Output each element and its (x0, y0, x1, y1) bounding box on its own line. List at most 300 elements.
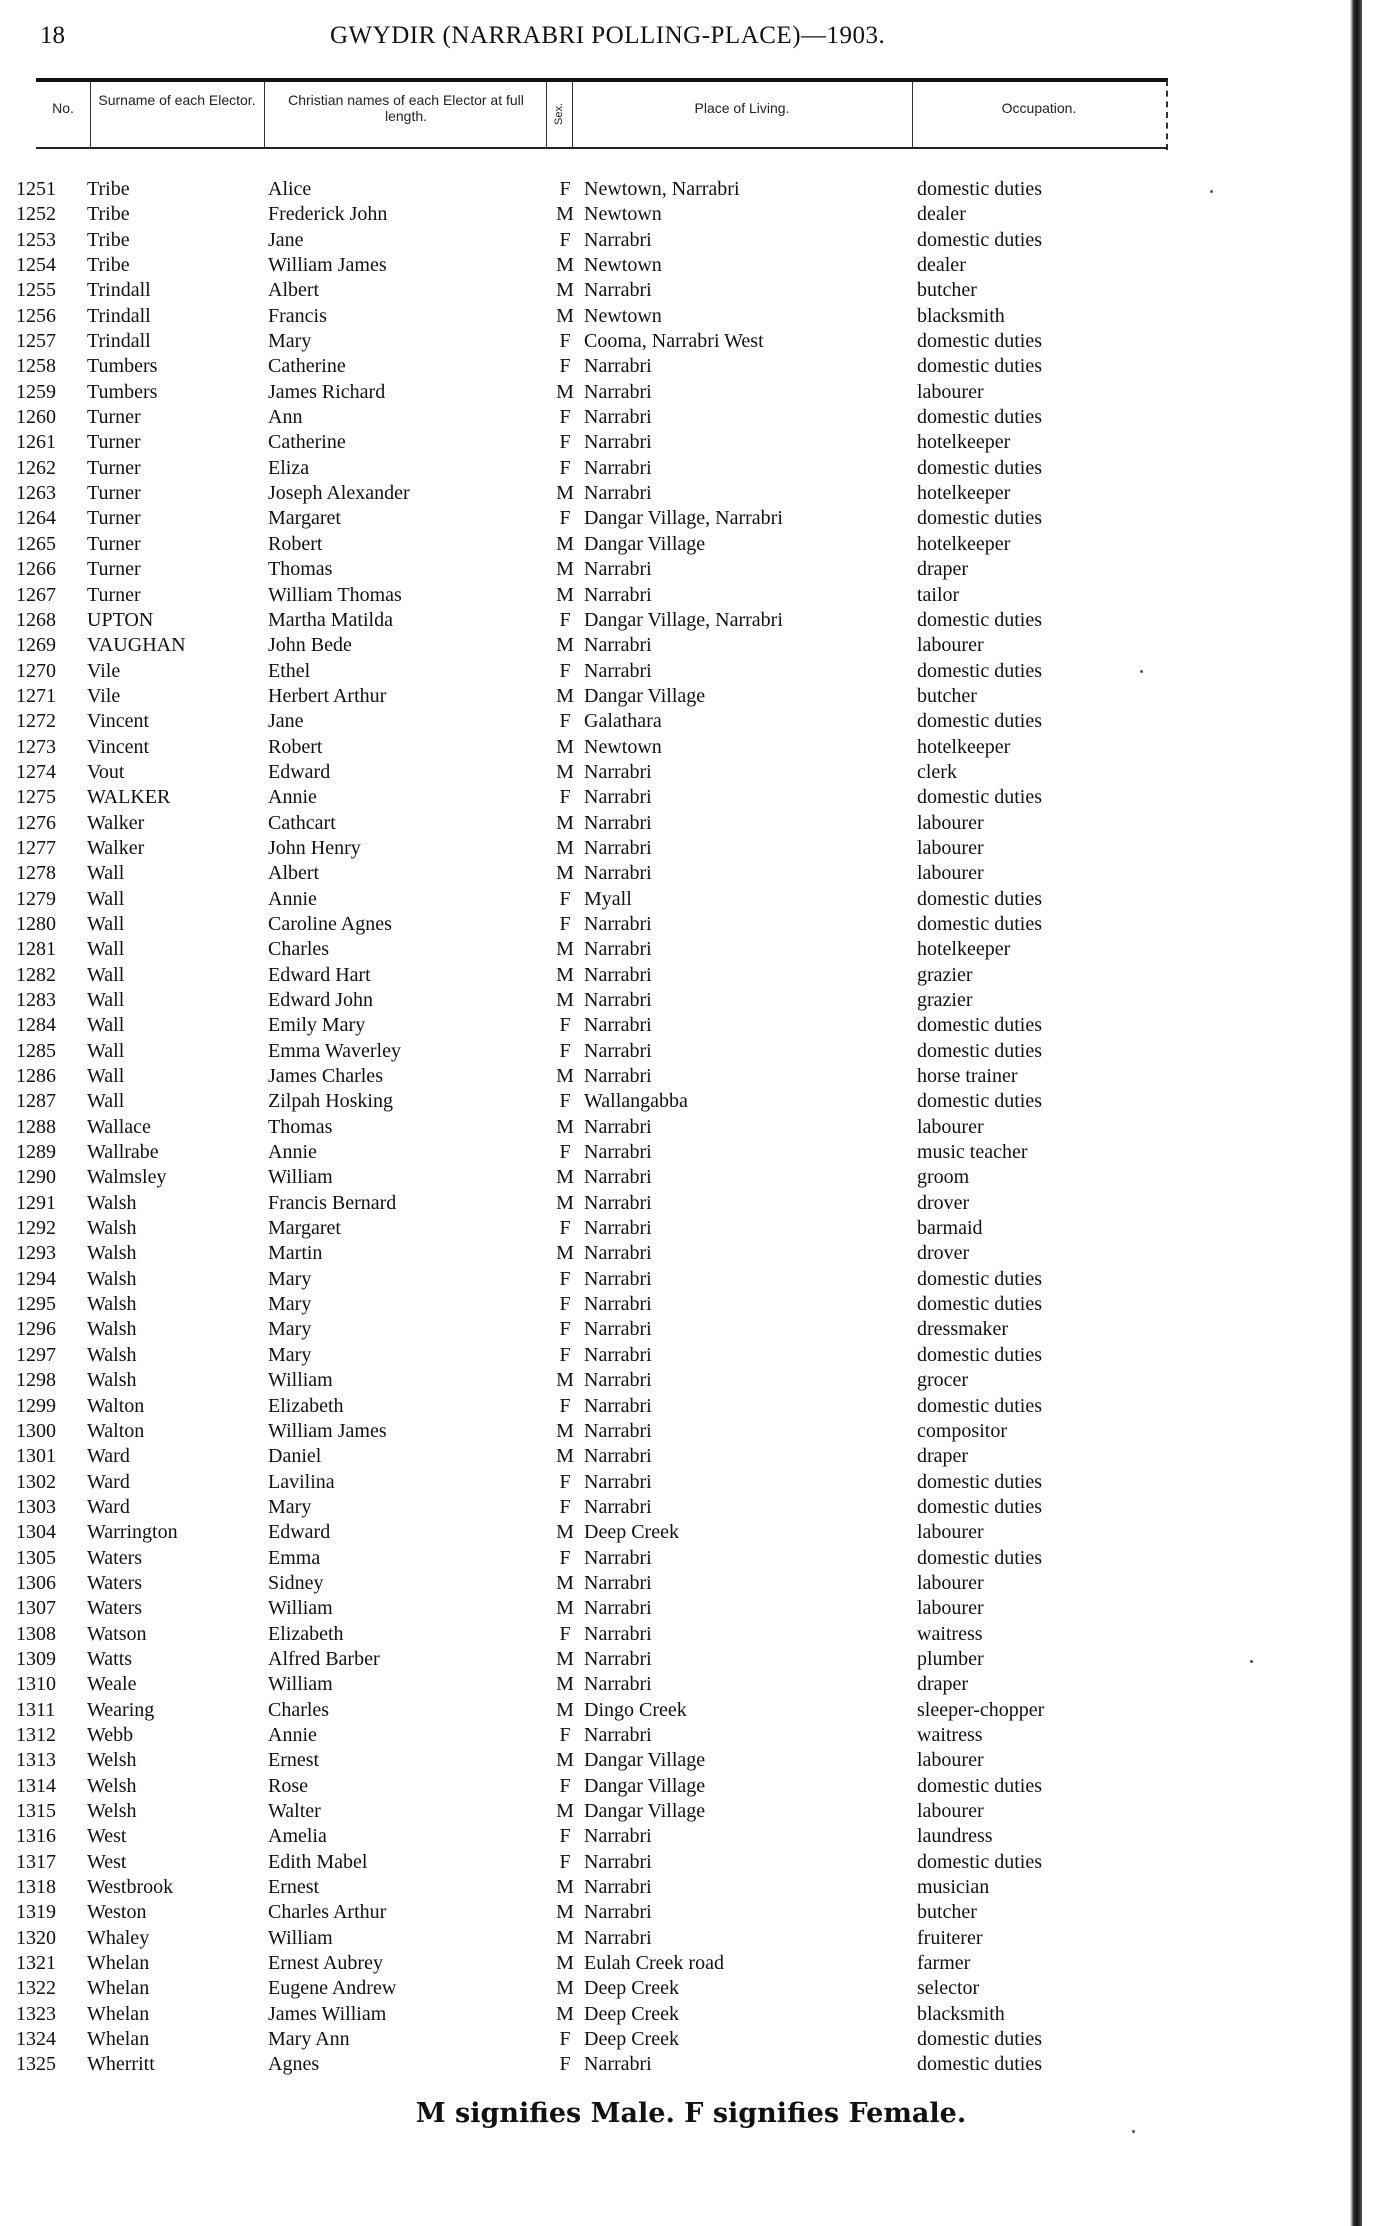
cell-sex: M (556, 1901, 574, 1924)
cell-place: Newtown (584, 735, 662, 758)
cell-place: Narrabri (584, 1318, 652, 1341)
table-row (16, 1546, 1136, 1571)
table-row (16, 481, 1136, 506)
table-row (16, 1824, 1136, 1849)
cell-sex: F (559, 1394, 571, 1417)
table-row (16, 735, 1136, 760)
cell-sex: M (556, 558, 574, 581)
cell-surname: Walker (87, 811, 145, 834)
cell-no: 1261 (16, 431, 56, 454)
cell-place: Narrabri (584, 786, 652, 809)
cell-place: Dangar Village (584, 532, 706, 555)
table-row (16, 202, 1136, 227)
cell-no: 1307 (16, 1597, 56, 1620)
cell-place: Narrabri (584, 1115, 652, 1138)
cell-surname: Wall (87, 862, 125, 885)
cell-place: Narrabri (584, 912, 652, 935)
cell-sex: M (556, 2002, 574, 2025)
cell-christian: Edward (268, 760, 331, 783)
cell-place: Narrabri (584, 1369, 652, 1392)
cell-sex: M (556, 989, 574, 1011)
cell-no: 1325 (16, 2053, 56, 2076)
cell-place: Narrabri (584, 279, 652, 302)
header-rule-top (36, 78, 1168, 82)
cell-no: 1292 (16, 1217, 56, 1240)
cell-no: 1273 (16, 735, 56, 758)
cell-christian: Alfred Barber (268, 1647, 380, 1670)
cell-place: Eulah Creek road (584, 1952, 724, 1975)
cell-surname: Walsh (87, 1343, 137, 1366)
cell-christian: Rose (268, 1774, 308, 1797)
cell-surname: Turner (87, 507, 141, 530)
cell-christian: Cathcart (268, 811, 336, 834)
cell-christian: Edith Mabel (268, 1850, 368, 1873)
cell-no: 1324 (16, 2028, 56, 2051)
cell-place: Narrabri (584, 482, 652, 505)
cell-christian: Annie (268, 786, 317, 809)
cell-occupation: domestic duties (917, 178, 1042, 200)
table-row (16, 684, 1136, 709)
cell-sex: F (559, 1293, 571, 1316)
cell-no: 1323 (16, 2002, 56, 2025)
cell-christian: William (268, 1926, 333, 1949)
table-row (16, 278, 1136, 303)
column-header-christian: Christian names of each Elector at full length. (288, 92, 524, 124)
cell-surname: Tumbers (87, 355, 158, 378)
table-row (16, 608, 1136, 633)
column-divider (572, 82, 573, 147)
cell-christian: Alice (268, 178, 312, 200)
table-row (16, 1368, 1136, 1393)
table-row (16, 633, 1136, 658)
cell-surname: Warrington (87, 1521, 178, 1544)
cell-occupation: domestic duties (917, 1850, 1042, 1873)
table-row (16, 1241, 1136, 1266)
cell-surname: Wall (87, 1065, 125, 1088)
table-row (16, 861, 1136, 886)
cell-occupation: domestic duties (917, 1495, 1042, 1518)
cell-place: Narrabri (584, 1445, 652, 1468)
table-row (16, 1419, 1136, 1444)
cell-place: Narrabri (584, 1065, 652, 1088)
cell-place: Newtown (584, 254, 662, 277)
cell-occupation: butcher (917, 1901, 977, 1924)
cell-surname: Watson (87, 1622, 147, 1645)
cell-place: Newtown, Narrabri (584, 178, 740, 200)
cell-place: Narrabri (584, 836, 652, 859)
cell-place: Narrabri (584, 1597, 652, 1620)
table-row (16, 709, 1136, 734)
cell-christian: Sidney (268, 1571, 324, 1594)
cell-no: 1317 (16, 1850, 56, 1873)
cell-occupation: tailor (917, 583, 960, 606)
table-row (16, 405, 1136, 430)
cell-no: 1268 (16, 608, 56, 631)
cell-occupation: musician (917, 1876, 990, 1899)
speckle (1132, 2130, 1135, 2133)
cell-christian: Catherine (268, 355, 346, 378)
cell-occupation: dealer (917, 203, 966, 226)
cell-no: 1263 (16, 482, 56, 505)
cell-sex: F (559, 507, 571, 530)
cell-surname: Whelan (87, 2028, 150, 2051)
cell-occupation: laundress (917, 1825, 993, 1848)
cell-surname: Welsh (87, 1749, 137, 1772)
cell-place: Narrabri (584, 1546, 652, 1569)
cell-no: 1275 (16, 786, 56, 809)
table-row (16, 2002, 1136, 2027)
cell-place: Narrabri (584, 862, 652, 885)
cell-surname: Wall (87, 1014, 125, 1037)
table-row (16, 1875, 1136, 1900)
cell-christian: William James (268, 254, 387, 277)
cell-surname: Ward (87, 1470, 130, 1493)
cell-sex: M (556, 811, 574, 834)
cell-surname: Welsh (87, 1800, 137, 1822)
cell-surname: Webb (87, 1723, 134, 1746)
table-row (16, 532, 1136, 557)
cell-sex: F (559, 2028, 571, 2051)
cell-place: Narrabri (584, 1850, 652, 1873)
cell-christian: James Richard (268, 380, 386, 403)
table-row (16, 1596, 1136, 1621)
cell-sex: F (559, 456, 571, 479)
cell-surname: Vile (87, 659, 121, 682)
cell-occupation: domestic duties (917, 1014, 1042, 1037)
cell-place: Deep Creek (584, 1977, 679, 2000)
cell-sex: M (556, 1673, 574, 1696)
cell-sex: F (559, 1825, 571, 1848)
cell-christian: Ernest (268, 1876, 320, 1899)
cell-occupation: compositor (917, 1419, 1007, 1442)
table-row (16, 2027, 1136, 2052)
cell-no: 1269 (16, 634, 56, 657)
cell-christian: Mary (268, 1343, 312, 1366)
cell-no: 1300 (16, 1419, 56, 1442)
table-row (16, 1191, 1136, 1216)
cell-christian: Jane (268, 228, 304, 251)
cell-occupation: labourer (917, 811, 984, 834)
cell-sex: F (559, 1495, 571, 1518)
cell-christian: Annie (268, 1141, 317, 1164)
cell-occupation: blacksmith (917, 304, 1005, 327)
cell-surname: Tribe (87, 228, 130, 251)
cell-no: 1277 (16, 836, 56, 859)
table-row (16, 1292, 1136, 1317)
cell-surname: Walsh (87, 1191, 137, 1214)
header-rule-bottom (36, 147, 1168, 149)
table-row (16, 456, 1136, 481)
cell-occupation: domestic duties (917, 228, 1042, 251)
cell-christian: Annie (268, 1723, 317, 1746)
cell-place: Narrabri (584, 1039, 652, 1062)
cell-sex: M (556, 1242, 574, 1265)
cell-sex: F (559, 1723, 571, 1746)
cell-no: 1301 (16, 1445, 56, 1468)
cell-occupation: labourer (917, 836, 984, 859)
cell-surname: Walsh (87, 1217, 137, 1240)
cell-occupation: domestic duties (917, 355, 1042, 378)
cell-sex: F (559, 228, 571, 251)
sex-legend-footer: M signifies Male. F signifies Female. (415, 2098, 967, 2129)
cell-occupation: labourer (917, 1521, 984, 1544)
cell-no: 1272 (16, 710, 56, 733)
cell-occupation: music teacher (917, 1141, 1028, 1164)
cell-place: Newtown (584, 203, 662, 226)
cell-place: Narrabri (584, 1267, 652, 1290)
cell-place: Narrabri (584, 811, 652, 834)
table-row (16, 1698, 1136, 1723)
cell-occupation: domestic duties (917, 2028, 1042, 2051)
cell-sex: M (556, 482, 574, 505)
cell-surname: Weston (87, 1901, 147, 1924)
cell-christian: Jane (268, 710, 304, 733)
table-row (16, 583, 1136, 608)
cell-place: Dangar Village (584, 1749, 706, 1772)
cell-surname: Vile (87, 684, 121, 707)
cell-place: Narrabri (584, 989, 652, 1011)
cell-surname: Turner (87, 431, 141, 454)
cell-occupation: labourer (917, 1749, 984, 1772)
cell-no: 1312 (16, 1723, 56, 1746)
cell-christian: Mary (268, 1267, 312, 1290)
cell-no: 1309 (16, 1647, 56, 1670)
table-row (16, 1343, 1136, 1368)
table-row (16, 228, 1136, 253)
table-row (16, 1089, 1136, 1114)
table-row (16, 1394, 1136, 1419)
table-row (16, 1520, 1136, 1545)
table-row (16, 1850, 1136, 1875)
cell-surname: Ward (87, 1495, 130, 1518)
cell-surname: Wall (87, 989, 125, 1011)
cell-surname: Wall (87, 963, 125, 986)
cell-surname: Turner (87, 583, 141, 606)
cell-no: 1271 (16, 684, 56, 707)
cell-sex: F (559, 1470, 571, 1493)
cell-christian: Walter (268, 1800, 321, 1822)
cell-no: 1288 (16, 1115, 56, 1138)
cell-place: Narrabri (584, 1217, 652, 1240)
table-row (16, 1013, 1136, 1038)
cell-surname: WALKER (87, 786, 171, 809)
table-row (16, 937, 1136, 962)
cell-occupation: drover (917, 1242, 970, 1265)
cell-sex: M (556, 1800, 574, 1822)
cell-occupation: dressmaker (917, 1318, 1009, 1341)
cell-surname: Vout (87, 760, 125, 783)
cell-christian: Daniel (268, 1445, 322, 1468)
cell-sex: F (559, 659, 571, 682)
cell-sex: M (556, 1445, 574, 1468)
electoral-roll (16, 177, 1136, 2078)
cell-no: 1308 (16, 1622, 56, 1645)
cell-no: 1290 (16, 1166, 56, 1189)
cell-christian: Agnes (268, 2053, 320, 2076)
cell-no: 1280 (16, 912, 56, 935)
cell-place: Newtown (584, 304, 662, 327)
cell-place: Narrabri (584, 634, 652, 657)
cell-no: 1299 (16, 1394, 56, 1417)
cell-sex: F (559, 355, 571, 378)
cell-no: 1266 (16, 558, 56, 581)
cell-place: Narrabri (584, 380, 652, 403)
cell-sex: M (556, 279, 574, 302)
cell-occupation: grocer (917, 1369, 969, 1392)
cell-christian: Mary (268, 1293, 312, 1316)
cell-occupation: domestic duties (917, 406, 1042, 429)
cell-place: Deep Creek (584, 1521, 679, 1544)
column-header-occupation: Occupation. (1001, 100, 1077, 116)
cell-place: Narrabri (584, 1141, 652, 1164)
cell-surname: Walsh (87, 1293, 137, 1316)
cell-no: 1257 (16, 330, 56, 353)
table-row (16, 380, 1136, 405)
cell-christian: William (268, 1166, 333, 1189)
cell-christian: Mary (268, 1495, 312, 1518)
cell-sex: F (559, 710, 571, 733)
cell-christian: Edward John (268, 989, 373, 1011)
cell-surname: Walton (87, 1394, 145, 1417)
cell-place: Narrabri (584, 1876, 652, 1899)
cell-occupation: domestic duties (917, 1470, 1042, 1493)
cell-surname: Wall (87, 912, 125, 935)
table-row (16, 1571, 1136, 1596)
cell-no: 1252 (16, 203, 56, 226)
cell-no: 1282 (16, 963, 56, 986)
cell-christian: Mary (268, 1318, 312, 1341)
table-row (16, 430, 1136, 455)
cell-no: 1262 (16, 456, 56, 479)
cell-surname: Whelan (87, 1977, 150, 2000)
cell-occupation: domestic duties (917, 659, 1042, 682)
cell-occupation: domestic duties (917, 1039, 1042, 1062)
cell-sex: M (556, 1571, 574, 1594)
cell-surname: Walsh (87, 1369, 137, 1392)
cell-surname: Turner (87, 482, 141, 505)
cell-christian: John Bede (268, 634, 352, 657)
cell-sex: F (559, 608, 571, 631)
cell-christian: Edward (268, 1521, 331, 1544)
cell-sex: M (556, 1419, 574, 1442)
cell-sex: M (556, 760, 574, 783)
cell-christian: Margaret (268, 507, 341, 530)
cell-surname: Wall (87, 1039, 125, 1062)
cell-christian: Albert (268, 862, 320, 885)
cell-sex: M (556, 1115, 574, 1138)
cell-occupation: domestic duties (917, 1090, 1042, 1113)
cell-place: Narrabri (584, 1901, 652, 1924)
table-row (16, 1140, 1136, 1165)
table-row (16, 253, 1136, 278)
cell-occupation: domestic duties (917, 887, 1042, 910)
cell-no: 1322 (16, 1977, 56, 2000)
table-row (16, 1470, 1136, 1495)
cell-christian: Frederick John (268, 203, 388, 226)
cell-sex: M (556, 1597, 574, 1620)
cell-christian: Emma (268, 1546, 321, 1569)
cell-occupation: blacksmith (917, 2002, 1005, 2025)
table-row (16, 1039, 1136, 1064)
cell-place: Deep Creek (584, 2028, 679, 2051)
table-row (16, 760, 1136, 785)
cell-surname: Wall (87, 938, 125, 961)
cell-place: Narrabri (584, 1926, 652, 1949)
cell-surname: Trindall (87, 304, 151, 327)
cell-occupation: domestic duties (917, 1774, 1042, 1797)
cell-place: Narrabri (584, 1673, 652, 1696)
cell-occupation: domestic duties (917, 1546, 1042, 1569)
cell-surname: Wallace (87, 1115, 151, 1138)
cell-occupation: hotelkeeper (917, 735, 1011, 758)
cell-place: Narrabri (584, 1343, 652, 1366)
cell-occupation: barmaid (917, 1217, 983, 1240)
cell-surname: Turner (87, 532, 141, 555)
cell-place: Narrabri (584, 1293, 652, 1316)
table-row (16, 887, 1136, 912)
cell-occupation: grazier (917, 989, 973, 1011)
table-row (16, 1165, 1136, 1190)
cell-sex: M (556, 1977, 574, 2000)
cell-sex: M (556, 583, 574, 606)
cell-place: Deep Creek (584, 2002, 679, 2025)
cell-christian: Herbert Arthur (268, 684, 387, 707)
cell-christian: Mary (268, 330, 312, 353)
cell-occupation: labourer (917, 380, 984, 403)
cell-sex: F (559, 1267, 571, 1290)
cell-place: Narrabri (584, 2053, 652, 2076)
cell-sex: F (559, 1141, 571, 1164)
cell-surname: Ward (87, 1445, 130, 1468)
cell-sex: F (559, 1622, 571, 1645)
cell-christian: John Henry (268, 836, 361, 859)
table-row (16, 354, 1136, 379)
cell-no: 1286 (16, 1065, 56, 1088)
cell-place: Dangar Village, Narrabri (584, 608, 783, 631)
cell-christian: Francis (268, 304, 327, 327)
cell-no: 1283 (16, 989, 56, 1011)
cell-surname: Walmsley (87, 1166, 167, 1189)
cell-no: 1306 (16, 1571, 56, 1594)
cell-occupation: fruiterer (917, 1926, 983, 1949)
cell-occupation: domestic duties (917, 912, 1042, 935)
cell-surname: Whaley (87, 1926, 150, 1949)
cell-surname: Wall (87, 1090, 125, 1113)
cell-occupation: domestic duties (917, 608, 1042, 631)
cell-place: Narrabri (584, 760, 652, 783)
table-row (16, 988, 1136, 1013)
cell-no: 1270 (16, 659, 56, 682)
table-row (16, 2052, 1136, 2077)
cell-surname: Vincent (87, 735, 150, 758)
table-row (16, 1622, 1136, 1647)
cell-surname: West (87, 1825, 127, 1848)
cell-sex: F (559, 912, 571, 935)
table-row (16, 1723, 1136, 1748)
cell-occupation: domestic duties (917, 786, 1042, 809)
cell-sex: M (556, 684, 574, 707)
cell-christian: Charles (268, 1698, 330, 1721)
cell-sex: F (559, 431, 571, 454)
cell-no: 1255 (16, 279, 56, 302)
cell-no: 1311 (16, 1698, 56, 1721)
cell-surname: Tribe (87, 178, 130, 200)
cell-sex: M (556, 304, 574, 327)
cell-occupation: plumber (917, 1647, 984, 1670)
cell-christian: Mary Ann (268, 2028, 350, 2051)
cell-christian: Albert (268, 279, 320, 302)
table-row (16, 1672, 1136, 1697)
